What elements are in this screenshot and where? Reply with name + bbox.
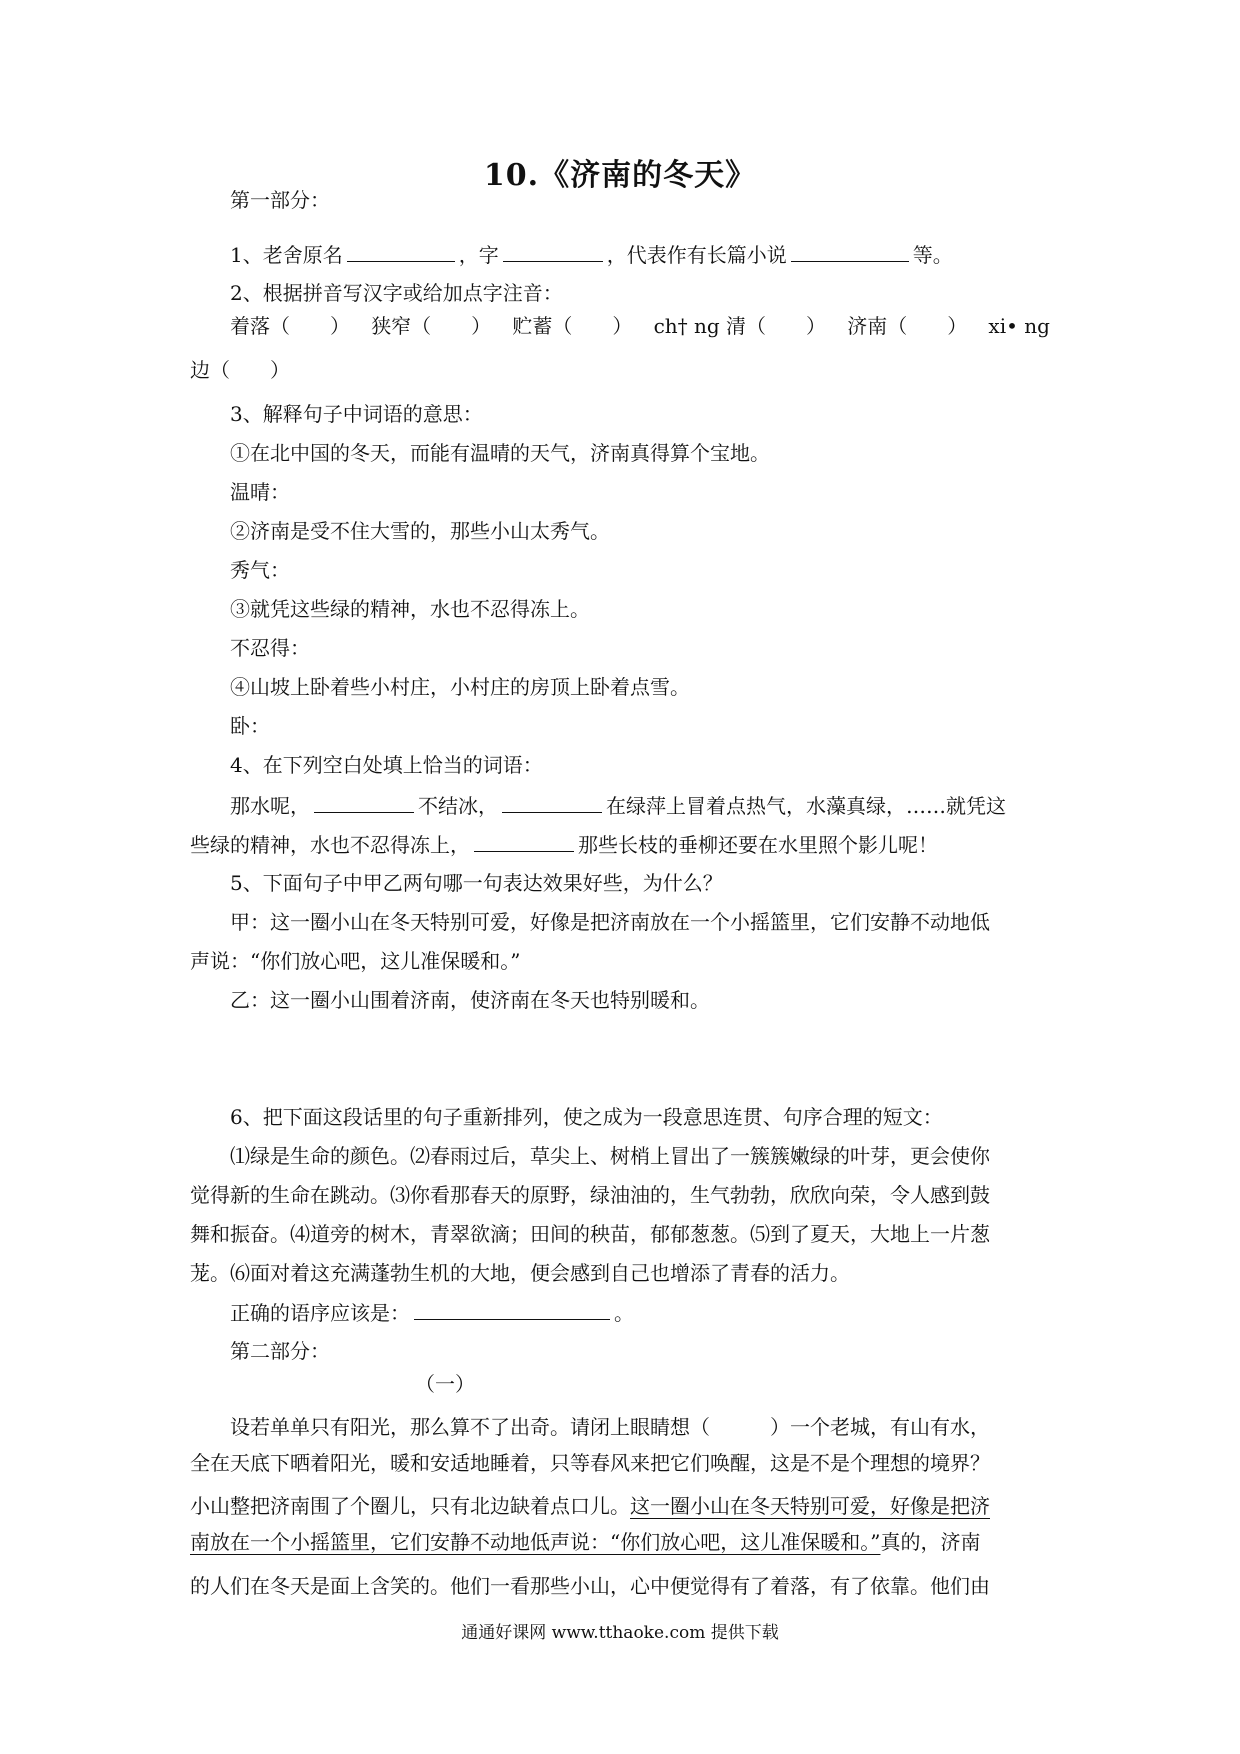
passage-line xyxy=(190,1491,990,1521)
page-title: 10.《济南的冬天》 xyxy=(483,158,757,193)
section-number: （一） xyxy=(415,1372,475,1396)
part2-heading: 第二部分： xyxy=(230,1339,330,1363)
question-6-line: 觉得新的生命在跳动。⑶你看那春天的原野，绿油油的，生气勃勃，欣欣向荣，令人感到鼓 xyxy=(190,1183,990,1207)
pinyin-item: xi• ng xyxy=(988,314,1050,338)
question-4-label: 4、在下列空白处填上恰当的词语： xyxy=(230,753,543,777)
q4-text: 不结冰， xyxy=(418,794,498,818)
passage-text: 真的，济南 xyxy=(880,1530,981,1554)
question-3-label: 3、解释句子中词语的意思： xyxy=(230,402,483,426)
question-5-label: 5、下面句子中甲乙两句哪一句表达效果好些，为什么？ xyxy=(230,871,723,895)
question-6-answer xyxy=(230,1297,634,1328)
question-3-key: 温晴： xyxy=(230,480,290,504)
answer-blank[interactable] xyxy=(502,790,602,813)
question-1 xyxy=(230,239,953,270)
question-3-key: 卧： xyxy=(230,714,270,738)
question-4-line-2 xyxy=(190,829,938,860)
question-6-line: 舞和振奋。⑷道旁的树木，青翠欲滴；田间的秧苗，郁郁葱葱。⑸到了夏天，大地上一片葱 xyxy=(190,1222,990,1246)
question-6-line: ⑴绿是生命的颜色。⑵春雨过后，草尖上、树梢上冒出了一簇簇嫩绿的叶芽，更会使你 xyxy=(230,1144,990,1168)
underlined-sentence: 南放在一个小摇篮里，它们安静不动地低声说：“你们放心吧，这儿准保暖和。” xyxy=(190,1530,881,1554)
question-5-yi: 乙：这一圈小山围着济南，使济南在冬天也特别暖和。 xyxy=(230,988,710,1012)
q1-text-d: 等。 xyxy=(912,243,953,267)
pinyin-item: 狭窄（ ） xyxy=(371,314,492,338)
q1-text-b: ，字 xyxy=(458,243,499,267)
answer-blank[interactable] xyxy=(414,1297,610,1320)
page-footer: 通通好课网 www.tthaoke.com 提供下载 xyxy=(461,1623,779,1643)
question-3-key: 不忍得： xyxy=(230,636,310,660)
answer-blank[interactable] xyxy=(474,829,574,852)
pinyin-item: 着落（ ） xyxy=(230,314,350,338)
answer-blank[interactable] xyxy=(503,239,603,262)
q4-text: 些绿的精神，水也不忍得冻上， xyxy=(190,833,470,857)
q4-text: 在绿萍上冒着点热气，水藻真绿，……就凭这 xyxy=(606,794,1006,818)
question-5-jia: 甲：这一圈小山在冬天特别可爱，好像是把济南放在一个小摇篮里，它们安静不动地低 xyxy=(230,910,990,934)
pinyin-item: 贮蓄（ ） xyxy=(512,314,633,338)
question-3-sentence: ③就凭这些绿的精神，水也不忍得冻上。 xyxy=(230,597,590,621)
answer-blank[interactable] xyxy=(791,239,909,262)
passage-text: 设若单单只有阳光，那么算不了出奇。请闭上眼睛想（ xyxy=(230,1415,710,1439)
question-6-line: 茏。⑹面对着这充满蓬勃生机的大地，便会感到自己也增添了青春的活力。 xyxy=(190,1261,850,1285)
question-2-label: 2、根据拼音写汉字或给加点字注音： xyxy=(230,281,563,305)
passage-line xyxy=(190,1527,980,1557)
passage-line xyxy=(230,1412,990,1442)
q1-text-c: ，代表作有长篇小说 xyxy=(606,243,787,267)
answer-blank[interactable] xyxy=(347,239,455,262)
question-6-label: 6、把下面这段话里的句子重新排列，使之成为一段意思连贯、句序合理的短文： xyxy=(230,1105,943,1129)
pinyin-item: 边（ ） xyxy=(190,358,290,382)
q4-text: 那水呢， xyxy=(230,794,310,818)
answer-label: 正确的语序应该是： xyxy=(230,1301,410,1325)
question-3-sentence: ②济南是受不住大雪的，那些小山太秀气。 xyxy=(230,519,610,543)
passage-line: 的人们在冬天是面上含笑的。他们一看那些小山，心中便觉得有了着落，有了依靠。他们由 xyxy=(190,1574,990,1598)
question-4-line-1 xyxy=(230,790,1006,821)
q1-text-a: 1、老舍原名 xyxy=(230,243,343,267)
passage-text: ）一个老城，有山有水， xyxy=(770,1415,990,1439)
question-3-key: 秀气： xyxy=(230,558,290,582)
pinyin-item: ch† ng 清（ ） xyxy=(653,314,827,338)
question-3-sentence: ④山坡上卧着些小村庄，小村庄的房顶上卧着点雪。 xyxy=(230,675,690,699)
underlined-sentence: 这一圈小山在冬天特别可爱，好像是把济 xyxy=(630,1494,990,1518)
pinyin-item: 济南（ ） xyxy=(847,314,968,338)
passage-text: 小山整把济南围了个圈儿，只有北边缺着点口儿。 xyxy=(190,1494,630,1518)
answer-blank[interactable] xyxy=(314,790,414,813)
q4-text: 那些长枝的垂柳还要在水里照个影儿呢！ xyxy=(578,833,938,857)
passage-line: 全在天底下晒着阳光，暖和安适地睡着，只等春风来把它们唤醒，这是不是个理想的境界？ xyxy=(190,1451,990,1475)
question-5-jia-cont: 声说：“你们放心吧，这儿准保暖和。” xyxy=(190,949,521,973)
question-3-sentence: ①在北中国的冬天，而能有温晴的天气，济南真得算个宝地。 xyxy=(230,441,770,465)
question-2-items xyxy=(230,311,1050,341)
part1-heading: 第一部分： xyxy=(230,188,330,212)
answer-end: 。 xyxy=(614,1301,634,1325)
